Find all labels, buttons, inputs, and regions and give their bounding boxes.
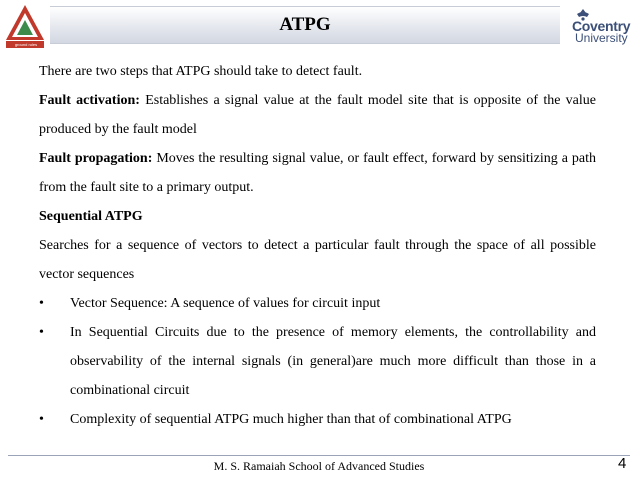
fault-propagation-label: Fault propagation: — [39, 151, 153, 166]
fault-propagation-paragraph — [39, 144, 596, 202]
fault-activation-label: Fault activation: — [39, 93, 140, 108]
ramaiah-tagline: ground rules — [14, 42, 38, 47]
bullet-dot: • — [39, 296, 44, 311]
slide-title: ATPG — [279, 14, 331, 35]
ramaiah-logo — [4, 2, 46, 50]
footer-institution: M. S. Ramaiah School of Advanced Studies — [213, 459, 425, 473]
footer-divider — [8, 455, 630, 456]
bullet-text: Complexity of sequential ATPG much higher than that of combinational ATPG — [70, 412, 512, 427]
bullet-text: Vector Sequence: A sequence of values for circuit input — [70, 296, 381, 311]
sequential-heading: Sequential ATPG — [39, 209, 143, 224]
bullet-dot: • — [39, 412, 44, 427]
bullet-item — [39, 318, 596, 405]
coventry-word: Coventry — [572, 18, 631, 34]
coventry-logo — [566, 6, 634, 46]
bullet-item — [39, 289, 596, 318]
university-word: University — [575, 31, 628, 45]
fault-activation-text: Establishes a signal value at the fault model site that is opposite of the value produced by the fault model — [39, 93, 596, 137]
fault-activation-paragraph — [39, 86, 596, 144]
fault-propagation-text: Moves the resulting signal value, or fault effect, forward by sensitizing a path from the fault site to a primary output. — [39, 151, 597, 195]
intro-paragraph: There are two steps that ATPG should take to detect fault. — [39, 64, 363, 79]
page-number: 4 — [618, 455, 627, 472]
slide-body — [39, 57, 596, 434]
bullet-dot: • — [39, 325, 44, 340]
bullet-text: In Sequential Circuits due to the presence of memory elements, the controllability and observability of the internal signals (in general)are much more difficult than those in a combinational circuit — [70, 325, 596, 398]
bullet-item — [39, 405, 596, 434]
sequential-paragraph: Searches for a sequence of vectors to detect a particular fault through the space of all possible vector sequences — [39, 238, 596, 282]
slide-header — [0, 0, 638, 55]
